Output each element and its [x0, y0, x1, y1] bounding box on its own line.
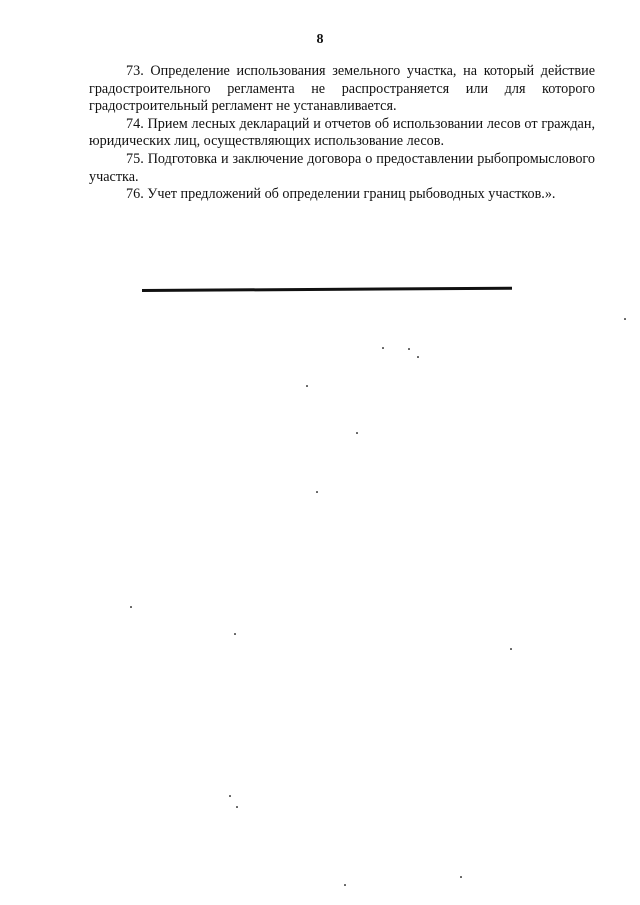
- paragraph-75: 75. Подготовка и заключение договора о предоставлении рыбопромыслового участка.: [89, 150, 595, 185]
- paragraph-74: 74. Прием лесных деклараций и отчетов об использовании лесов от граждан, юридических лиц, осуществляющих использование лесов.: [89, 115, 595, 150]
- scan-speck: [460, 876, 462, 878]
- scan-speck: [408, 348, 410, 350]
- paragraph-73: 73. Определение использования земельного участка, на который действие градостроительного регламента не распространяется или для которого градостроительный регламент не устанавливается.: [89, 63, 595, 115]
- scan-speck: [382, 347, 384, 349]
- scan-speck: [236, 806, 238, 808]
- scan-speck: [344, 884, 346, 886]
- scan-speck: [316, 491, 318, 493]
- scan-speck: [306, 385, 308, 387]
- document-body: [89, 63, 595, 204]
- scan-speck: [624, 318, 626, 320]
- scan-speck: [130, 606, 132, 608]
- page-number: 8: [316, 32, 324, 47]
- scan-speck: [356, 432, 358, 434]
- scan-speck: [510, 648, 512, 650]
- separator-line: [142, 287, 512, 292]
- scan-speck: [234, 633, 236, 635]
- scan-speck: [417, 356, 419, 358]
- paragraph-76: 76. Учет предложений об определении границ рыбоводных участков.».: [126, 186, 556, 203]
- scan-speck: [229, 795, 231, 797]
